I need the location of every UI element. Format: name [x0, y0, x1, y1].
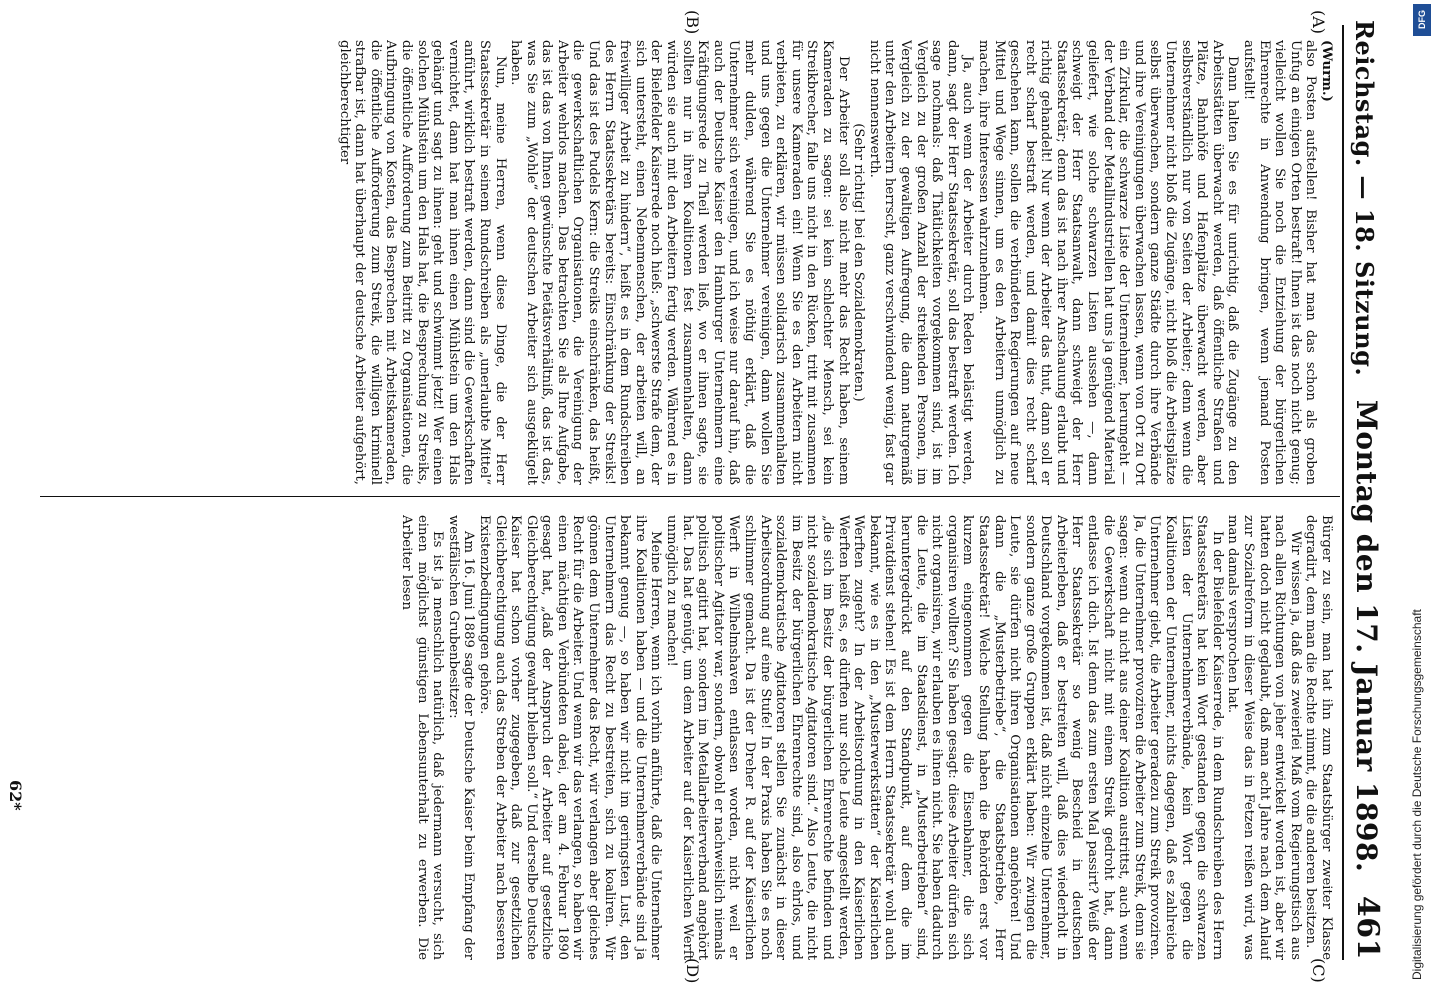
header-date: Montag den 17. Januar 1898.	[1350, 399, 1383, 873]
right-column	[18, 515, 1334, 960]
paragraph: (Sehr richtig! bei den Sozialdemokraten.)	[851, 123, 867, 402]
paragraph: In der Bielefelder Kaiserrede, in dem Rundschreiben des Herrn Staatssekretärs hat kein Wort gestanden gegen die schwarzen Listen der Unternehmerverbände, kein Wort gegen die Koalitionen der Unternehmer, nichts dagegen, daß es zahlreiche Unternehmer giebt, die Arbeiter geradezu zum Streik provoziren. Ja, die Unternehmer provoziren die Arbeiter zum Streik, denn sie sagen: wenn du nicht aus deiner Koalition austrittst, auch wenn die Gewerkschaft nicht mit einem Streik gedroht hat, dann entlasse ich dich. Ist denn das zum ersten Mal passirt? Weiß der Herr Staatssekretär so wenig Bescheid in deutschen Arbeiterleben, daß er bestreiten will, daß dies wiederholt in Deutschland vorgekommen ist, daß nicht einzelne Unternehmer, sondern ganze große Gruppen erklärt haben: Wir zwingen die Leute, sie dürfen nicht ihren Organisationen angehören! Und dann die „Musterbetriebe“, die Staatsbetriebe, Herr Staatssekretär! Welche Stellung haben die Behörden erst vor kurzem eingenommen gegen die Eisenbahner, die sich organisiren wollten? Sie haben gesagt: diese Arbeiter dürfen sich nicht organisiren, wir erlauben es ihnen nicht. Sie haben dadurch die Leute, die im Staatsdienst, in „Musterbetrieben“ sind, heruntergedrückt auf den Standpunkt, auf dem die im Privatdienst stehen! Es ist dem Herrn Staatssekretär wohl auch bekannt, wie es in den „Musterwerkstätten“ der Kaiserlichen Werften zugeht? In der Arbeitsordnung in den Kaiserlichen Werften heißt es, es dürften nur solche Leute angestellt werden, „die sich im Besitz der bürgerlichen Ehrenrechte befinden und nicht sozialdemokratische Agitatoren sind.“ Also Leute, die nicht im Besitz der bürgerlichen Ehrenrechte sind, also ehrlos, und sozialdemokratische Agitatoren stellen Sie zunächst in dieser Arbeitsordnung auf eine Stufe! In der Praxis haben Sie es noch schlimmer gemacht. Da ist der Dreher R. auf der Kaiserlichen Werft in Wilhelmshaven entlassen worden, nicht weil er politischer Agitator war, sondern, obwohl er nachweislich niemals politisch agitirt hat, sondern im Metallarbeiterverband angehört hat. Das hat genügt, um dem Arbeiter auf der Kaiserlichen Werft unmöglich zu machen!	[664, 515, 1225, 960]
digitization-credit: Digitalisierung gefördert durch die Deutsche Forschungsgemeinschaft	[1410, 609, 1424, 980]
margin-marker-d: (D)	[683, 958, 702, 984]
margin-marker-a: (A)	[1309, 10, 1328, 35]
signature-mark: 62*	[6, 780, 25, 811]
paragraph: Wir wissen ja, daß das zweierlei Maß vom Regierungstisch aus nach allen Richtungen von jeher entwickelt worden ist, aber wir hatten doch nicht geglaubt, daß man acht Jahre nach dem Anlauf zur Sozialreform in dieser Weise das in Fetzen reißen wird, was man damals versprochen hat.	[1225, 515, 1303, 960]
paragraph: Nun, meine Herren, wenn diese Dinge, die der Herr Staatssekretär in seinem Rundschreiben als „unerlaubte Mittel“ anführt, wirklich bestraft werden, dann sind die Gewerkschaften vernichtet, dann hat man ihnen einen Mühlstein um den Hals gehängt und sagt zu ihnen: geht und schwimmt jetzt! Wer einen solchen Mühlstein um den Hals hat, die Besprechung zu Streiks, die öffentliche Aufforderung zum Beitritt zu Organisationen, die Aufbringung von Kosten, das Besprechen mit Arbeitskameraden, die öffentliche Aufforderung zum Streik, die willigen kriminell strafbar ist, dann hat überhaupt der deutsche Arbeiter aufgehört, gleichberechtigter	[336, 40, 508, 485]
paragraph: Ja, auch wenn der Arbeiter durch Reden belästigt werden, dann, sagt der Herr Staatssekretär, soll das bestraft werden. Ich sage nochmals: daß Thätlichkeiten vorgekommen sind, ist im Vergleich zu der großen Anzahl der streikenden Personen, im Vergleich zu der gewaltigen Aufregung, die dann naturgemäß unter den Arbeitern herrscht, ganz verschwindend wenig, fast gar nicht nennenswerth.	[866, 40, 976, 485]
paragraph: (Wurm.)	[1319, 40, 1334, 102]
margin-marker-b: (B)	[683, 10, 702, 35]
paragraph: Bürger zu sein, man hat ihn zum Staatsbürger zweiter Klasse degradirt, dem man die Rechte nimmt, die die anderen besitzen.	[1303, 515, 1334, 960]
paragraph: Meine Herren, wenn ich vorhin anführte, daß die Unternehmer ihre Koalitionen haben — und die Unternehmerverbände sind ja bekannt genug —, so haben wir nicht im geringsten Lust, den Unternehmern das Recht zu bestreiten, sich zu koaliren. Wir gönnen dem Unternehmer das Recht, wir verlangen aber gleiches Recht für die Arbeiter. Und wenn wir das verlangen, so haben wir einen mächtigen Verbündeten dabei, der am 4. Februar 1890 gesagt hat, „daß der Anspruch der Arbeiter auf gesetzliche Gleichberechtigung gewahrt bleiben soll.“ Und derselbe Deutsche Kaiser hat schon vorher zugegeben, daß zur gesetzlichen Gleichberechtigung auch das Streben der Arbeiter nach besseren Existenzbedingungen gehöre.	[476, 515, 664, 960]
paragraph: Am 16. Juni 1889 sagte der Deutsche Kaiser beim Empfang der westfälischen Grubenbesitzer:	[445, 515, 477, 960]
column-divider	[40, 496, 1340, 497]
header-session: Reichstag. — 18. Sitzung.	[1350, 20, 1379, 377]
page-number: 461	[1350, 895, 1385, 960]
page-header	[1350, 20, 1390, 960]
paragraph: also Posten aufstellen! Bisher hat man das schon als groben Unfug an einigen Orten bestraft! Ihnen ist das noch nicht genug; vielleicht wollen Sie noch die Entziehung der bürgerlichen Ehrenrechte in Anwendung bringen, wenn jemand Posten aufstellt!	[1241, 40, 1319, 485]
left-column	[18, 40, 1334, 485]
paragraph: Dann halten Sie es für unrichtig, daß die Zugänge zu den Arbeitsstätten überwacht werden, daß öffentliche Straßen und Plätze, Bahnhöfe und Hafenplätze überwacht werden, aber selbstverständlich nur von Seiten der Arbeiter; denn wenn die Unternehmer nicht bloß die Zugänge, nicht bloß die Arbeitsplätze selbst überwachen, sondern ganze Städte durch ihre Verbände und ihre Vereinigungen überwachen lassen, wenn von Ort zu Ort ein Zirkular, die schwarze Liste der Unternehmer, herumgeht — der Verband der Metallindustriellen hat uns ja genügend Material geliefert, wie solche schwarzen Listen aussehen —, dann schweigt der Herr Staatsanwalt, dann schweigt der Herr Staatssekretär; denn das ist nach ihrer Anschauung erlaubt und richtig gehandelt! Nur wenn der Arbeiter das thut, dann soll er recht scharf bestraft werden, und damit dies recht scharf geschehen kann, sollen die verbündeten Regierungen auf neue Mittel und Wege sinnen, um es den Arbeitern unmöglich zu machen, ihre Interessen wahrzunehmen.	[975, 40, 1241, 485]
header-rule	[1342, 25, 1344, 960]
paragraph: Der Arbeiter soll also nicht mehr das Recht haben, seinem Kameraden zu sagen: sei kein schlechter Mensch, sei kein Streikbrecher, falle uns nicht in den Rücken, tritt mit zusammen für unsere Kameraden ein! Wenn Sie es den Arbeitern nicht verbieten, zu erklären, wir müssen solidarisch zusammenhalten und uns gegen die Unternehmer vereinigen, dann wollen Sie mehr dulden, während Sie es nöthig erklärt, daß die Unternehmer sich vereinigen, und ich weise nur darauf hin, daß auch der Deutsche Kaiser den Hamburger Unternehmern eine Kräftigungsrede zu Theil werden ließ, wo er ihnen sagte, sie sollten nur in ihren Koalitionen fest zusammenhalten, dann würden sie auch mit den Arbeitern fertig werden. Während es in der Bielefelder Kaiserrede noch hieß: „schwerste Strafe dem, der sich untersteht, einen Nebenmenschen, der arbeiten will, an freiwilliger Arbeit zu hindern“, heißt es in dem Rundschreiben des Herrn Staatssekretärs bereits: Einschränkung der Streiks! Und das ist des Pudels Kern: die Streiks einschränken, das heißt, die gewerkschaftlichen Organisationen, die Vereinigung der Arbeiter wehrlos machen. Das betrachten Sie als Ihre Aufgabe, das ist das von Ihnen gewünschte Pietätsverhältniß, das ist das, was Sie zum „Wohle“ der deutschen Arbeiter sich ausgeklügelt haben.	[508, 40, 851, 485]
dfg-logo: DFG	[1413, 4, 1431, 36]
margin-marker-c: (C)	[1309, 958, 1328, 983]
paragraph: Es ist ja menschlich natürlich, daß jedermann versucht, sich einen möglichst günstigen Lebensunterhalt zu erwerben. Die Arbeiter lesen	[398, 515, 446, 960]
